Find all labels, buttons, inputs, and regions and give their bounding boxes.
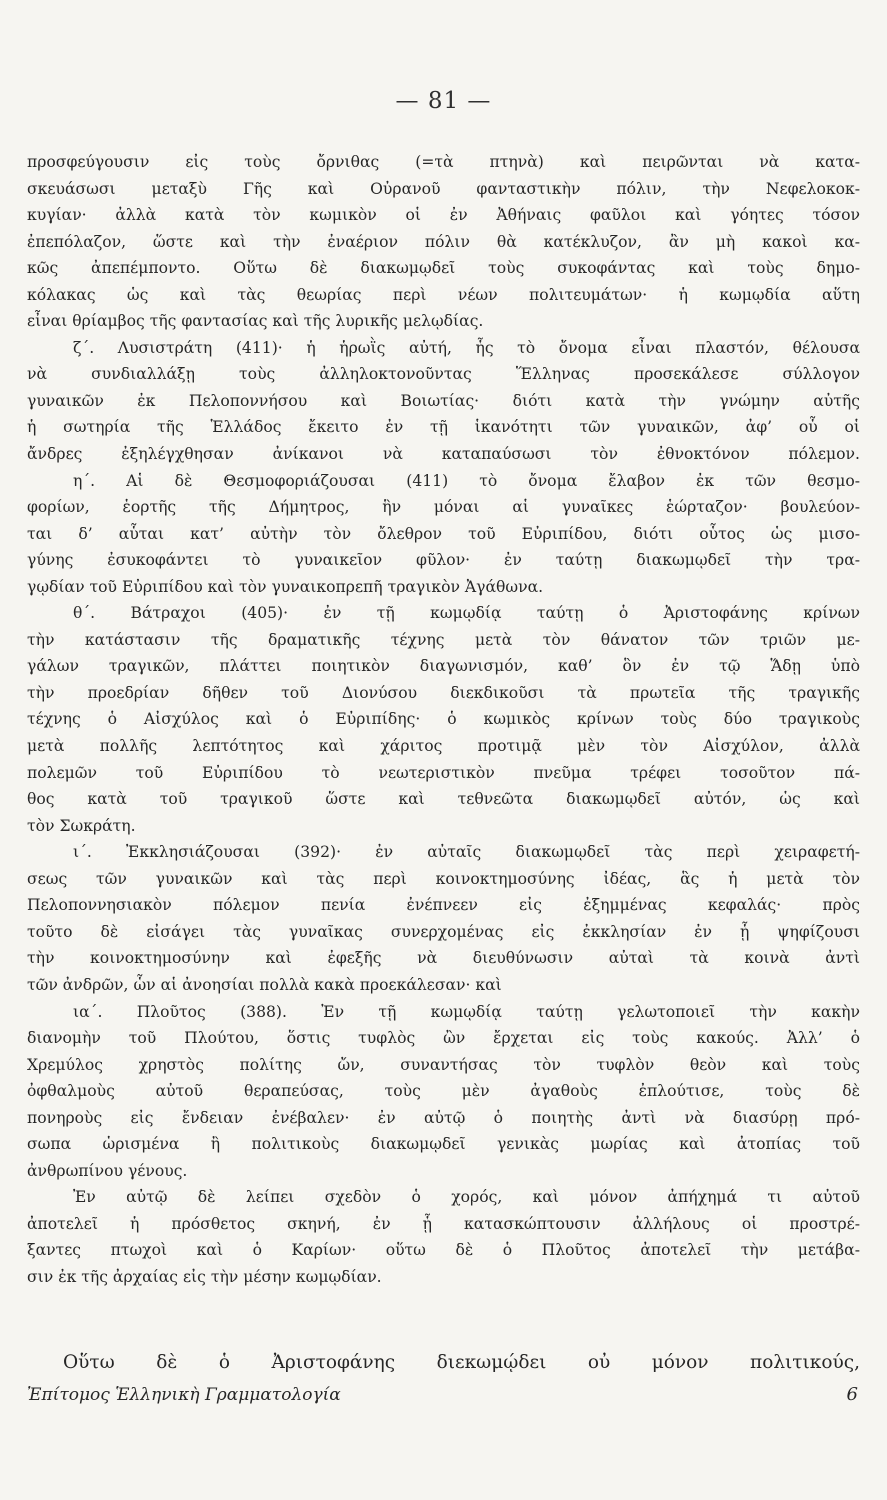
text-line: Χρεμύλος χρηστὸς πολίτης ὤν, συναντήσας τὸν τυφλὸν θεὸν καὶ τοὺς [27, 1055, 860, 1074]
text-line: σεως τῶν γυναικῶν καὶ τὰς περὶ κοινοκτημοσύνης ἰδέας, ἃς ἡ μετὰ τὸν [27, 869, 860, 888]
text-line: νὰ συνδιαλλάξῃ τοὺς ἀλληλοκτονοῦντας Ἕλληνας προσεκάλεσε σύλλογον [27, 365, 860, 384]
text-line: τῶν ἀνδρῶν, ὧν αἱ ἀνοησίαι πολλὰ κακὰ προεκάλεσαν· καὶ [27, 975, 502, 994]
text-line: γυναικῶν ἐκ Πελοποννήσου καὶ Βοιωτίας· διότι κατὰ τὴν γνώμην αὐτῆς [27, 391, 860, 410]
text-line: διανομὴν τοῦ Πλούτου, ὅστις τυφλὸς ὢν ἔρχεται εἰς τοὺς κακούς. Ἀλλ’ ὁ [27, 1029, 860, 1048]
section-heading-line: ια΄. Πλοῦτος (388). Ἐν τῇ κωμῳδίᾳ ταύτῃ γελωτοποιεῖ τὴν κακὴν [73, 1002, 860, 1021]
footer-book-title: Ἐπίτομος Ἑλληνικὴ Γραμματολογία [27, 1385, 341, 1405]
text-line: φορίων, ἑορτῆς τῆς Δήμητρος, ἣν μόναι αἱ γυναῖκες ἑώρταζον· βουλεύον- [27, 498, 860, 517]
text-line: πονηροὺς εἰς ἔνδειαν ἐνέβαλεν· ἐν αὐτῷ ὁ ποιητὴς ἀντὶ νὰ διασύρῃ πρό- [27, 1108, 860, 1127]
footer-signature-mark: 6 [846, 1384, 858, 1405]
text-line: ξαντες πτωχοὶ καὶ ὁ Καρίων· οὕτω δὲ ὁ Πλοῦτος ἀποτελεῖ τὴν μετάβα- [27, 1241, 860, 1260]
text-line: ἄνδρες ἐξηλέγχθησαν ἀνίκανοι νὰ καταπαύσωσι τὸν ἐθνοκτόνον πόλεμον. [27, 445, 860, 464]
text-line: σκευάσωσι μεταξὺ Γῆς καὶ Οὐρανοῦ φανταστικὴν πόλιν, τὴν Νεφελοκοκ- [27, 179, 860, 198]
section-heading-line: ι΄. Ἐκκλησιάζουσαι (392)· ἐν αὐταῖς διακωμῳδεῖ τὰς περὶ χειραφετή- [73, 843, 860, 862]
text-line: ἡ σωτηρία τῆς Ἑλλάδος ἔκειτο ἐν τῇ ἱκανότητι τῶν γυναικῶν, ἀφ’ οὗ οἱ [27, 418, 860, 437]
text-line: ται δ’ αὗται κατ’ αὐτὴν τὸν ὄλεθρον τοῦ Εὐριπίδου, διότι οὗτος ὡς μισο- [27, 524, 860, 543]
section-heading-line: θ΄. Βάτραχοι (405)· ἐν τῇ κωμῳδίᾳ ταύτῃ ὁ Ἀριστοφάνης κρίνων [73, 604, 860, 623]
text-line: σιν ἐκ τῆς ἀρχαίας εἰς τὴν μέσην κωμῳδίαν. [27, 1267, 382, 1286]
page-footer [27, 1380, 860, 1410]
text-line: κόλακας ὡς καὶ τὰς θεωρίας περὶ νέων πολιτευμάτων· ἡ κωμῳδία αὕτη [27, 285, 860, 304]
paragraph-start-line: Ἐν αὐτῷ δὲ λείπει σχεδὸν ὁ χορός, καὶ μόνον ἀπήχημά τι αὐτοῦ [73, 1188, 860, 1207]
text-line: γάλων τραγικῶν, πλάττει ποιητικὸν διαγωνισμόν, καθ’ ὃν ἐν τῷ Ἅδῃ ὑπὸ [27, 657, 860, 676]
text-line: τὴν κατάστασιν τῆς δραματικῆς τέχνης μετὰ τὸν θάνατον τῶν τριῶν με- [27, 630, 860, 649]
body-text [27, 149, 860, 1291]
text-line: ἀποτελεῖ ἡ πρόσθετος σκηνή, ἐν ᾗ κατασκώπτουσιν ἀλλήλους οἱ προστρέ- [27, 1214, 860, 1233]
text-line: γύνης ἐσυκοφάντει τὸ γυναικεῖον φῦλον· ἐν ταύτῃ διακωμῳδεῖ τὴν τρα- [27, 551, 860, 570]
text-line: ἀνθρωπίνου γένους. [27, 1161, 188, 1180]
text-line: τοῦτο δὲ εἰσάγει τὰς γυναῖκας συνερχομένας εἰς ἐκκλησίαν ἐν ᾗ ψηφίζουσι [27, 922, 860, 941]
text-line: θος κατὰ τοῦ τραγικοῦ ὥστε καὶ τεθνεῶτα διακωμῳδεῖ αὐτόν, ὡς καὶ [27, 790, 860, 809]
text-line: προσφεύγουσιν εἰς τοὺς ὄρνιθας (=τὰ πτηνὰ) καὶ πειρῶνται νὰ κατα- [27, 153, 860, 171]
text-line: γῳδίαν τοῦ Εὐριπίδου καὶ τὸν γυναικοπρεπῆ τραγικὸν Ἀγάθωνα. [27, 577, 544, 596]
section-heading-line: η΄. Αἱ δὲ Θεσμοφοριάζουσαι (411) τὸ ὄνομα ἔλαβον ἐκ τῶν θεσμο- [73, 471, 860, 490]
text-line: ὀφθαλμοὺς αὐτοῦ θεραπεύσας, τοὺς μὲν ἀγαθοὺς ἐπλούτισε, τοὺς δὲ [27, 1082, 860, 1101]
text-line: ἐπεπόλαζον, ὥστε καὶ τὴν ἐναέριον πόλιν θὰ κατέκλυζον, ἂν μὴ κακοὶ κα- [27, 232, 860, 251]
text-line: μετὰ πολλῆς λεπτότητος καὶ χάριτος προτιμᾷ μὲν τὸν Αἰσχύλον, ἀλλὰ [27, 737, 860, 756]
text-line: τὸν Σωκράτη. [27, 816, 136, 835]
text-line: εἶναι θρίαμβος τῆς φαντασίας καὶ τῆς λυρικῆς μελῳδίας. [27, 312, 484, 331]
page-number: — 81 — [395, 88, 492, 114]
text-line: τὴν κοινοκτημοσύνην καὶ ἐφεξῆς νὰ διευθύνωσιν αὐταὶ τὰ κοινὰ ἀντὶ [27, 949, 860, 968]
text-line: κυγίαν· ἀλλὰ κατὰ τὸν κωμικὸν οἱ ἐν Ἀθήναις φαῦλοι καὶ γόητες τόσον [27, 206, 860, 225]
large-text-line: Οὕτω δὲ ὁ Ἀριστοφάνης διεκωμῴδει οὐ μόνον πολιτικούς, [63, 1352, 860, 1373]
section-heading-line: ζ΄. Λυσιστράτη (411)· ἡ ἡρωῒς αὐτή, ἧς τὸ ὄνομα εἶναι πλαστόν, θέλουσα [73, 338, 860, 357]
text-line: κῶς ἀπεπέμποντο. Οὕτω δὲ διακωμῳδεῖ τοὺς συκοφάντας καὶ τοὺς δημο- [27, 259, 860, 278]
text-line: πολεμῶν τοῦ Εὐριπίδου τὸ νεωτεριστικὸν πνεῦμα τρέφει τοσοῦτον πά- [27, 763, 860, 782]
text-line: τὴν προεδρίαν δῆθεν τοῦ Διονύσου διεκδικοῦσι τὰ πρωτεῖα τῆς τραγικῆς [27, 683, 860, 702]
text-line: τέχνης ὁ Αἰσχύλος καὶ ὁ Εὐριπίδης· ὁ κωμικὸς κρίνων τοὺς δύο τραγικοὺς [27, 710, 860, 729]
text-line: σωπα ὡρισμένα ἢ πολιτικοὺς διακωμῳδεῖ γενικὰς μωρίας καὶ ἀτοπίας τοῦ [27, 1135, 860, 1154]
text-line: Πελοποννησιακὸν πόλεμον πενία ἐνέπνεεν εἰς ἐξημμένας κεφαλάς· πρὸς [27, 896, 860, 915]
